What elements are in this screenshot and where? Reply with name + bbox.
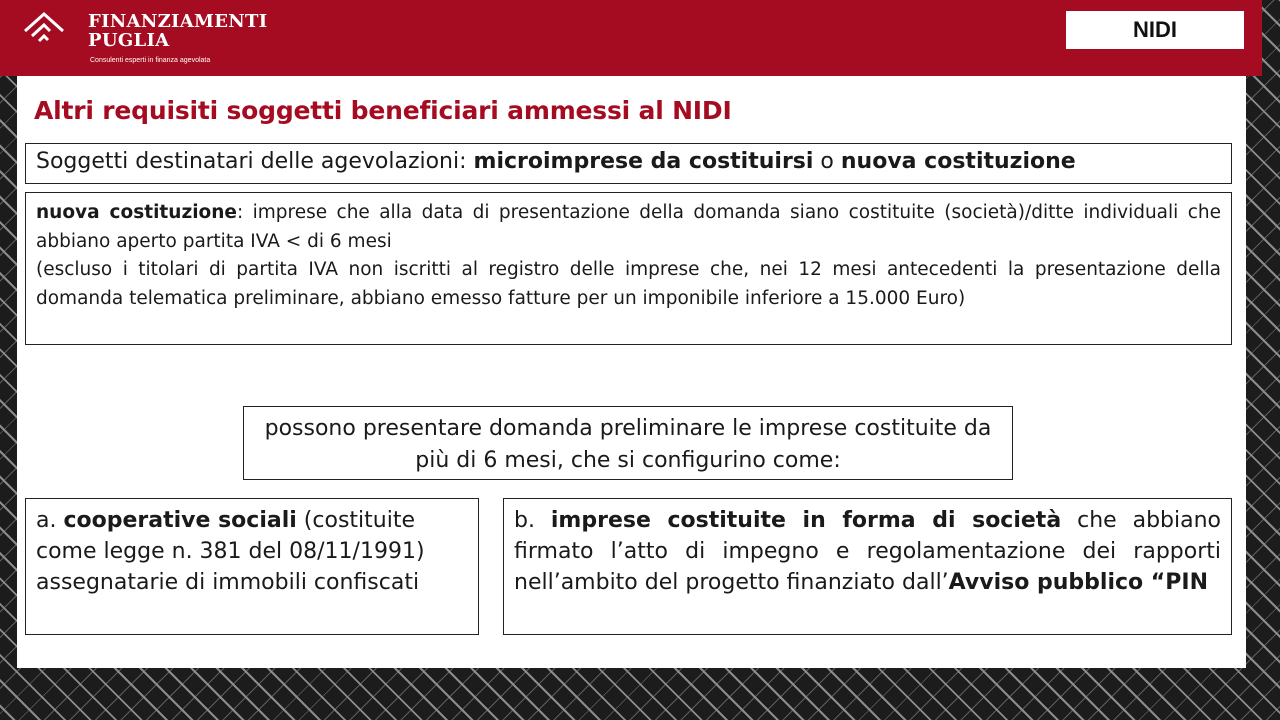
brand-name-line2: PUGLIA xyxy=(88,30,170,51)
option-b-text: che abbiano firmato l’atto di impegno e regolamentazione dei rapporti nell’ambito del progetto finanziato dall’ xyxy=(514,508,1221,595)
header-bar xyxy=(0,0,1262,76)
beneficiaries-bold-1: microimprese da costituirsi xyxy=(473,149,814,174)
brand-name xyxy=(88,12,267,50)
new-constitution-text: : imprese che alla data di presentazione della domanda siano costituite (società)/ditte individuali che abbiano aperto partita IVA < di 6 mesi xyxy=(36,202,1221,252)
option-b-bold: imprese costituite in forma di società xyxy=(550,508,1062,533)
brand-logo-icon xyxy=(22,9,66,43)
option-b-marker: b. xyxy=(514,508,551,533)
new-constitution-definition xyxy=(36,199,1221,256)
new-constitution-exclusion: (escluso i titolari di partita IVA non iscritti al registro delle imprese che, nei 12 mesi antecedenti la presentazione della domanda telematica preliminare, abbiano emesso fatture per un imponibile inferiore a 15.000 Euro) xyxy=(36,259,1221,309)
new-constitution-term: nuova costituzione xyxy=(36,202,237,223)
beneficiaries-bold-2: nuova costituzione xyxy=(840,149,1076,174)
option-a-marker: a. xyxy=(36,508,64,533)
section-badge: NIDI xyxy=(1066,11,1244,49)
beneficiaries-box xyxy=(25,143,1232,184)
beneficiaries-prefix: Soggetti destinatari delle agevolazioni: xyxy=(36,149,474,174)
brand-name-line1: FINANZIAMENTI xyxy=(88,11,268,32)
option-b-notice: Avviso pubblico “PIN xyxy=(948,570,1208,595)
slide-title: Altri requisiti soggetti beneficiari ammessi al NIDI xyxy=(34,96,732,125)
slide-content xyxy=(17,76,1246,668)
preliminary-application-box: possono presentare domanda preliminare le imprese costituite da più di 6 mesi, che si configurino come: xyxy=(243,406,1013,480)
beneficiaries-connector: o xyxy=(813,149,841,174)
option-b-box xyxy=(503,498,1232,635)
option-a-bold: cooperative sociali xyxy=(63,508,297,533)
new-constitution-box xyxy=(25,192,1232,345)
brand-tagline: Consulenti esperti in finanza agevolata xyxy=(90,57,211,64)
option-a-box xyxy=(25,498,479,635)
option-a-text: (costituite come legge n. 381 del 08/11/1991) assegnatarie di immobili confiscati xyxy=(36,508,425,595)
